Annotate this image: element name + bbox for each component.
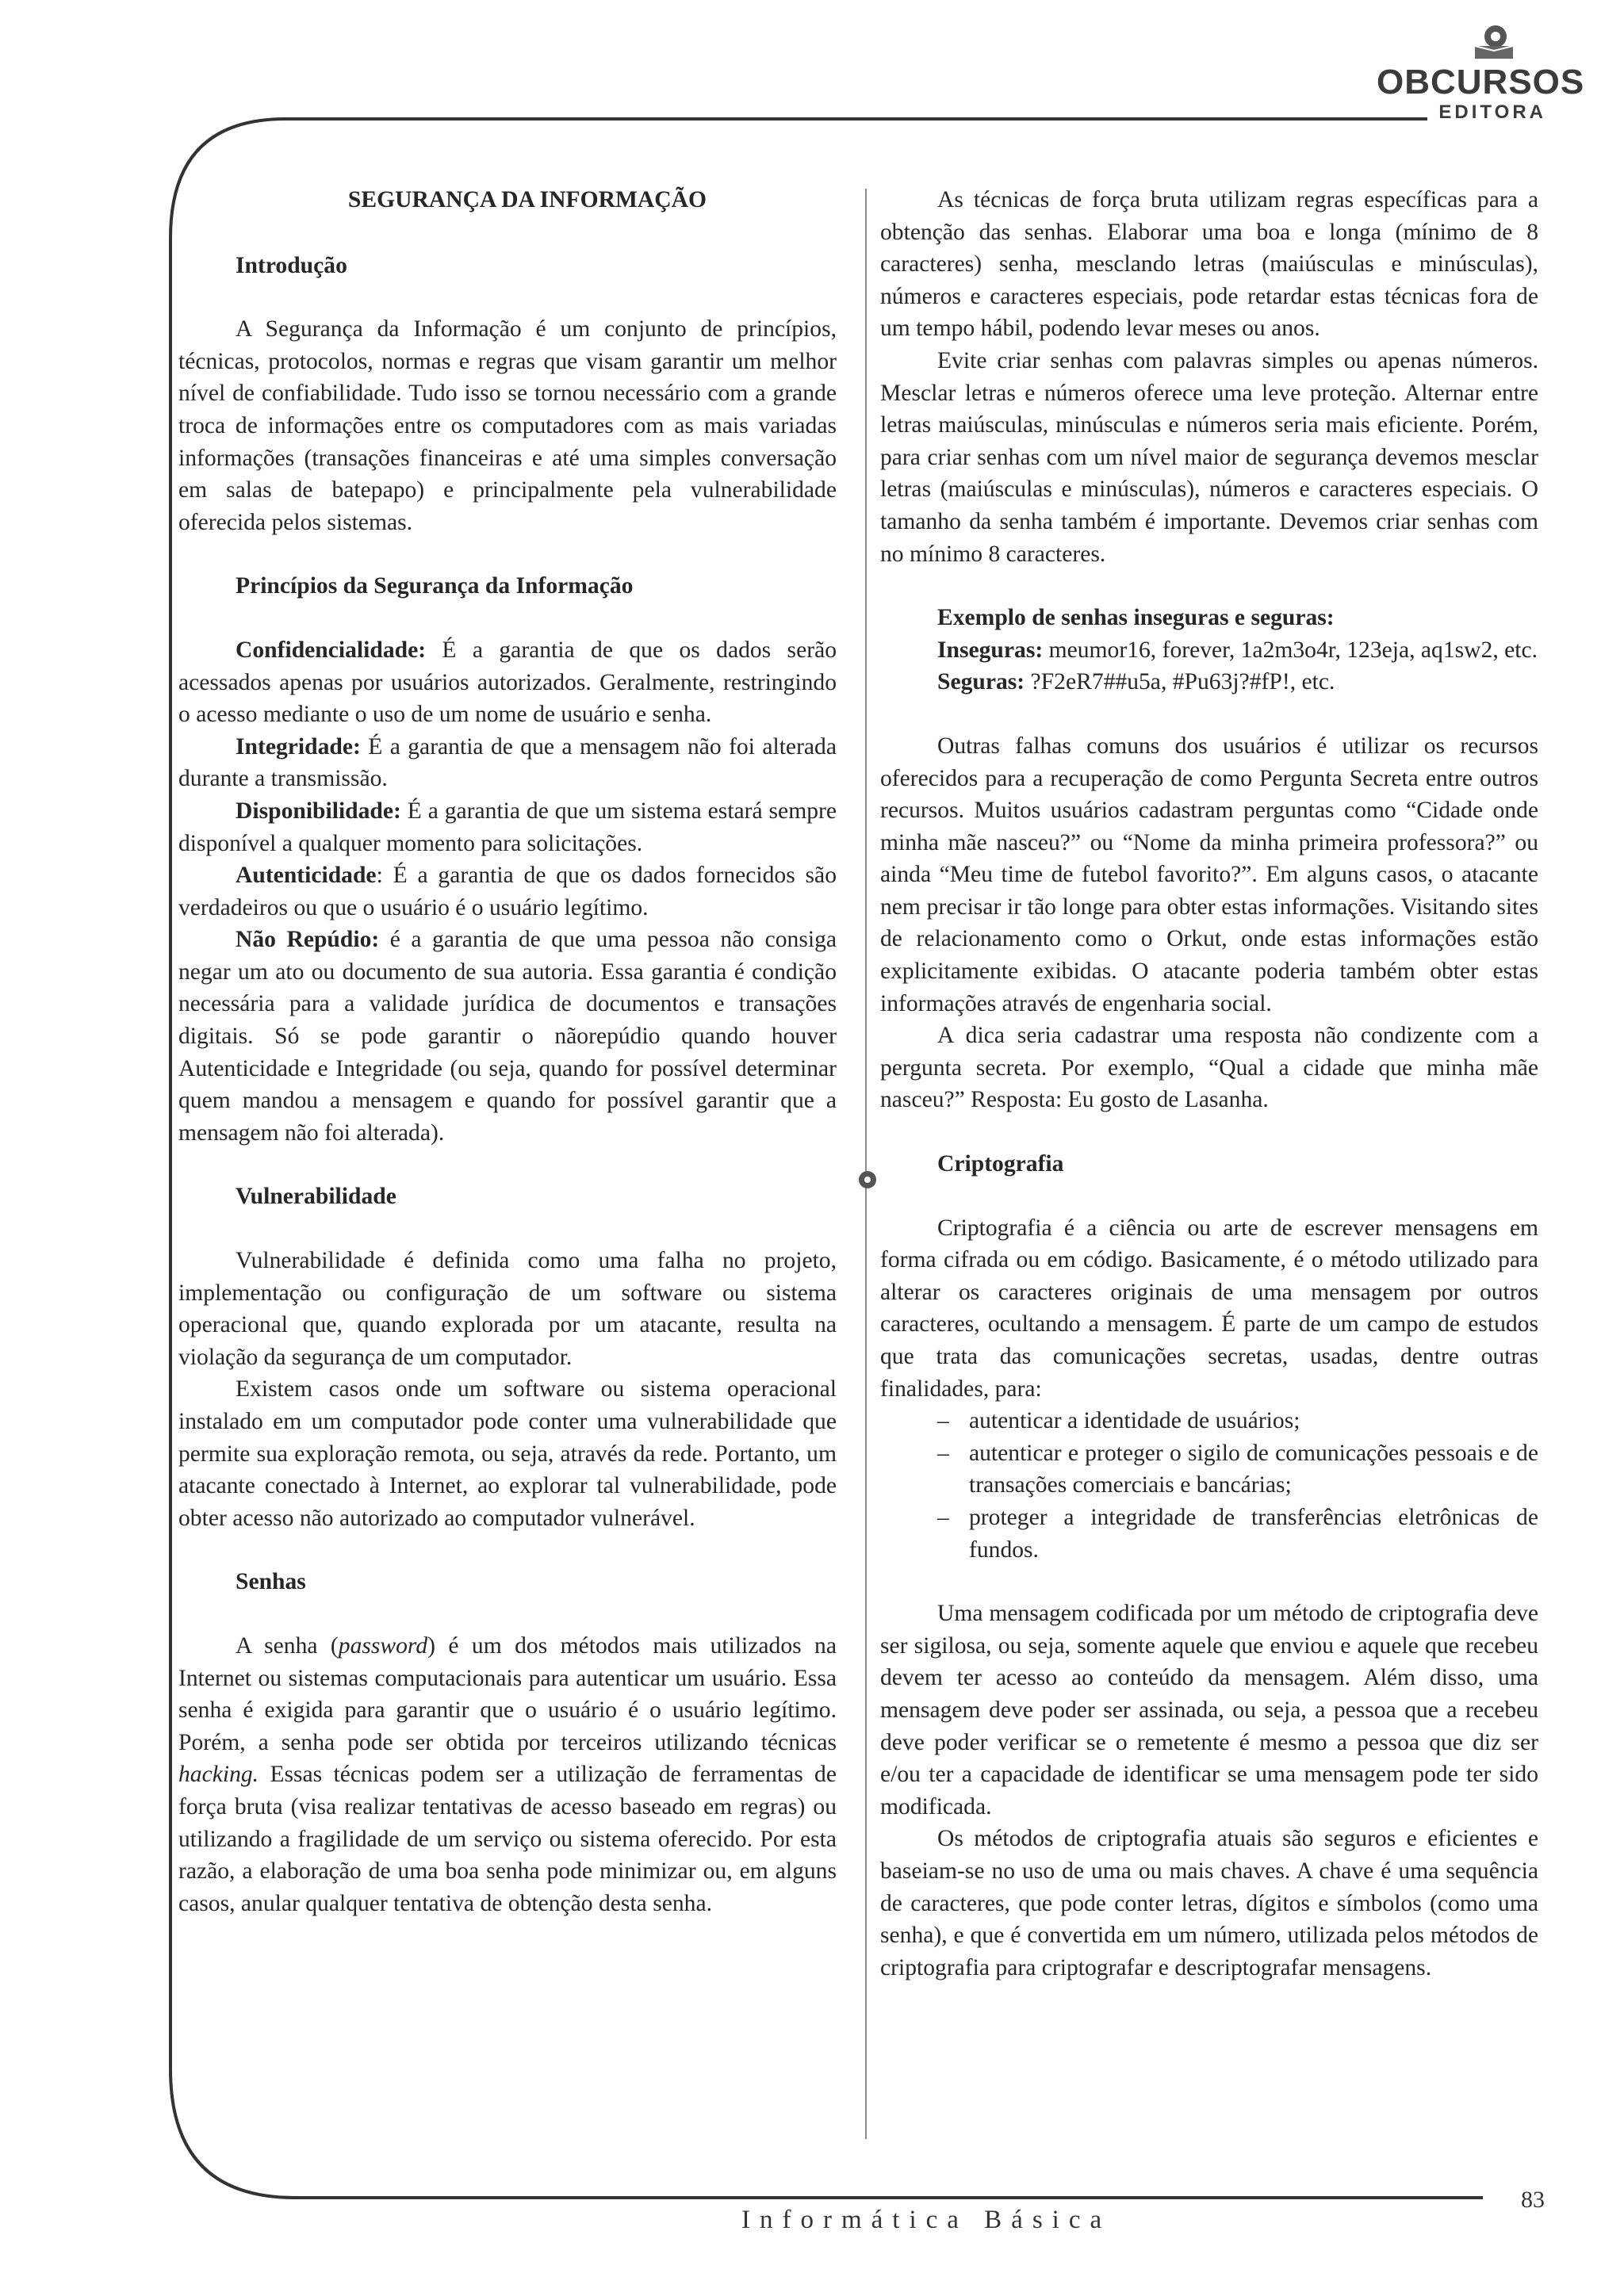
paragraph-autenticidade [178, 859, 837, 924]
page-title: SEGURANÇA DA INFORMAÇÃO [347, 187, 707, 212]
book-title-footer: Informática Básica [741, 2206, 1112, 2234]
term-text: meumor16, forever, 1a2m3o4r, 123eja, aq1sw2, etc. [1043, 637, 1538, 663]
brand-name: OBCURSOS [1377, 63, 1585, 101]
section-heading-vulnerabilidade: Vulnerabilidade [236, 1184, 396, 1210]
list-item: – proteger a integridade de transferências eletrônicas de fundos. [937, 1502, 1538, 1566]
brand-sub: EDITORA [1438, 101, 1546, 123]
crypto-purpose-list [880, 1405, 1538, 1566]
term-text: ?F2eR7##u5a, #Pu63j?#fP!, etc. [1025, 669, 1335, 695]
page-number: 83 [1521, 2187, 1545, 2213]
paragraph-disponibilidade [178, 795, 837, 859]
example-heading-text: Exemplo de senhas inseguras e seguras: [937, 605, 1335, 631]
book-gear-icon [1470, 19, 1518, 63]
term-text: É a garantia de que um sistema estará sempre disponível a qualquer momento para solicitações. [178, 798, 837, 856]
section-heading-principios: Princípios da Segurança da Informação [236, 573, 634, 599]
section-heading-senhas: Senhas [236, 1569, 306, 1595]
paragraph-dica: A dica seria cadastrar uma resposta não condizente com a pergunta secreta. Por exemplo, “Qual a cidade que minha mãe nasceu?” Resposta: Eu gosto de Lasanha. [880, 1023, 1538, 1113]
text-run: ) é um dos métodos mais utilizados na Internet ou sistemas computacionais para autenticar um usuário. Essa senha é exigida para garantir que o usuário é o usuário legítimo. Porém, a senha pode ser obtida por terceiros utilizando técnicas [178, 1632, 837, 1755]
term-text: É a garantia de que a mensagem não foi alterada durante a transmissão. [178, 733, 837, 792]
paragraph-intro: A Segurança da Informação é um conjunto de princípios, técnicas, protocolos, normas e regras que visam garantir um melhor nível de confiabilidade. Tudo isso se tornou necessário com a grande troca de informações entre os computadores com as mais variadas informações (transações financeiras e até uma simples conversação em salas de batepapo) e principalmente pela vulnerabilidade oferecida pelos sistemas. [178, 316, 837, 535]
paragraph-outras-falhas: Outras falhas comuns dos usuários é utilizar os recursos oferecidos para a recuperação de como Pergunta Secreta entre outros recursos. Muitos usuários cadastram perguntas como “Cidade onde minha mãe nasceu?” ou “Nome da minha primeira professora?” ou ainda “Meu time de futebol favorito?”. Em alguns casos, o atacante nem precisar ir tão longe para obter estas informações. Visitando sites de relacionamento como o Orkut, onde estas informações estão explicitamente exibidas. O atacante poderia também obter estas informações através de engenharia social. [880, 733, 1538, 1016]
term-label: Seguras: [937, 669, 1025, 695]
paragraph-senhas [178, 1630, 837, 1919]
paragraph-crypto-2: Uma mensagem codificada por um método de criptografia deve ser sigilosa, ou seja, somente aquele que enviou e aquele que recebeu devem ter acesso ao conteúdo da mensagem. Além disso, uma mensagem deve poder ser assinada, ou seja, a pessoa que a recebeu deve poder verificar se o remetente é mesmo a pessoa que diz ser e/ou ter a capacidade de identificar se uma mensagem pode ter sido modificada. [880, 1601, 1538, 1820]
term-label: Não Repúdio: [236, 927, 380, 953]
term-label: Inseguras: [937, 637, 1044, 663]
paragraph-vuln-1: Vulnerabilidade é definida como uma falha no projeto, implementação ou configuração de um software ou sistema operacional que, quando explorada por um atacante, resulta na violação da segurança de um computador. [178, 1248, 837, 1370]
term-label: Autenticidade [236, 863, 377, 889]
paragraph-crypto-1: Criptografia é a ciência ou arte de escrever mensagens em forma cifrada ou em código. Basicamente, é o método utilizado para alterar os caracteres originais de uma mensagem por outros caracteres, ocultando a mensagem. É parte de um campo de estudos que trata das comunicações secretas, usadas, dentre outras finalidades, para: [880, 1215, 1538, 1402]
list-item: – autenticar a identidade de usuários; [937, 1405, 1538, 1437]
paragraph-vuln-2: Existem casos onde um software ou sistema operacional instalado em um computador pode conter uma vulnerabilidade que permite sua exploração remota, ou seja, através da rede. Portanto, um atacante conectado à Internet, ao explorar tal vulnerabilidade, pode obter acesso não autorizado ao computador vulnerável. [178, 1376, 837, 1531]
term-label: Confidencialidade: [236, 637, 427, 663]
italic-term: password [338, 1632, 428, 1659]
term-text: É a garantia de que os dados serão acessados apenas por usuários autorizados. Geralmente, restringindo o acesso mediante o uso de um nome de usuário e senha. [178, 637, 837, 728]
left-column [178, 184, 837, 1919]
paragraph-crypto-3: Os métodos de criptografia atuais são seguros e eficientes e baseiam-se no uso de uma ou mais chaves. A chave é uma sequência de caracteres, que pode conter letras, dígitos e símbolos (como uma senha), e que é convertida em um número, utilizada pelos métodos de criptografia para criptografar e descriptografar mensagens. [880, 1826, 1538, 1980]
section-heading-introducao: Introdução [236, 252, 347, 278]
paragraph-forca-bruta: As técnicas de força bruta utilizam regras específicas para a obtenção das senhas. Elaborar uma boa e longa (mínimo de 8 caracteres) senha, mesclando letras (maiúsculas e minúsculas), números e caracteres especiais, pode retardar estas técnicas fora de um tempo hábil, podendo levar meses ou anos. [880, 187, 1538, 342]
paragraph-evite-senhas: Evite criar senhas com palavras simples ou apenas números. Mesclar letras e números oferece uma leve proteção. Alternar entre letras maiúsculas, minúsculas e números seria mais eficiente. Porém, para criar senhas com um nível maior de segurança devemos mesclar letras (maiúsculas e minúsculas), números e caracteres especiais. O tamanho da senha também é importante. Devemos criar senhas com no mínimo 8 caracteres. [880, 347, 1538, 567]
paragraph-nao-repudio [178, 924, 837, 1149]
term-label: Disponibilidade: [236, 798, 401, 824]
paragraph-confidencialidade [178, 634, 837, 731]
example-seguras [880, 666, 1538, 698]
term-text: é a garantia de que uma pessoa não consiga negar um ato ou documento de sua autoria. Essa garantia é condição necessária para a validade jurídica de documentos e transações digitais. Só se pode garantir o nãorepúdio quando houver Autenticidade e Integridade (ou seja, quando for possível determinar quem mandou a mensagem e quando for possível garantir que a mensagem não foi alterada). [178, 927, 837, 1146]
term-label: Integridade: [236, 733, 361, 760]
text-run: A senha ( [236, 1632, 339, 1659]
section-heading-criptografia: Criptografia [937, 1151, 1064, 1177]
paragraph-integridade [178, 731, 837, 795]
publisher-logo [1377, 63, 1585, 124]
example-heading [880, 602, 1538, 634]
text-run: Essas técnicas podem ser a utilização de ferramentas de força bruta (visa realizar tentativas de acesso baseado em regras) ou utilizando a fragilidade de um serviço ou sistema oferecido. Por esta razão, a elaboração de uma boa senha pode minimizar ou, em alguns casos, anular qualquer tentativa de obtenção desta senha. [178, 1762, 837, 1916]
example-inseguras [880, 634, 1538, 667]
italic-term: hacking. [178, 1762, 259, 1788]
list-item: – autenticar e proteger o sigilo de comunicações pessoais e de transações comerciais e bancárias; [937, 1437, 1538, 1502]
term-text: : É a garantia de que os dados fornecidos são verdadeiros ou que o usuário é o usuário legítimo. [178, 863, 837, 920]
right-column [880, 184, 1538, 1984]
